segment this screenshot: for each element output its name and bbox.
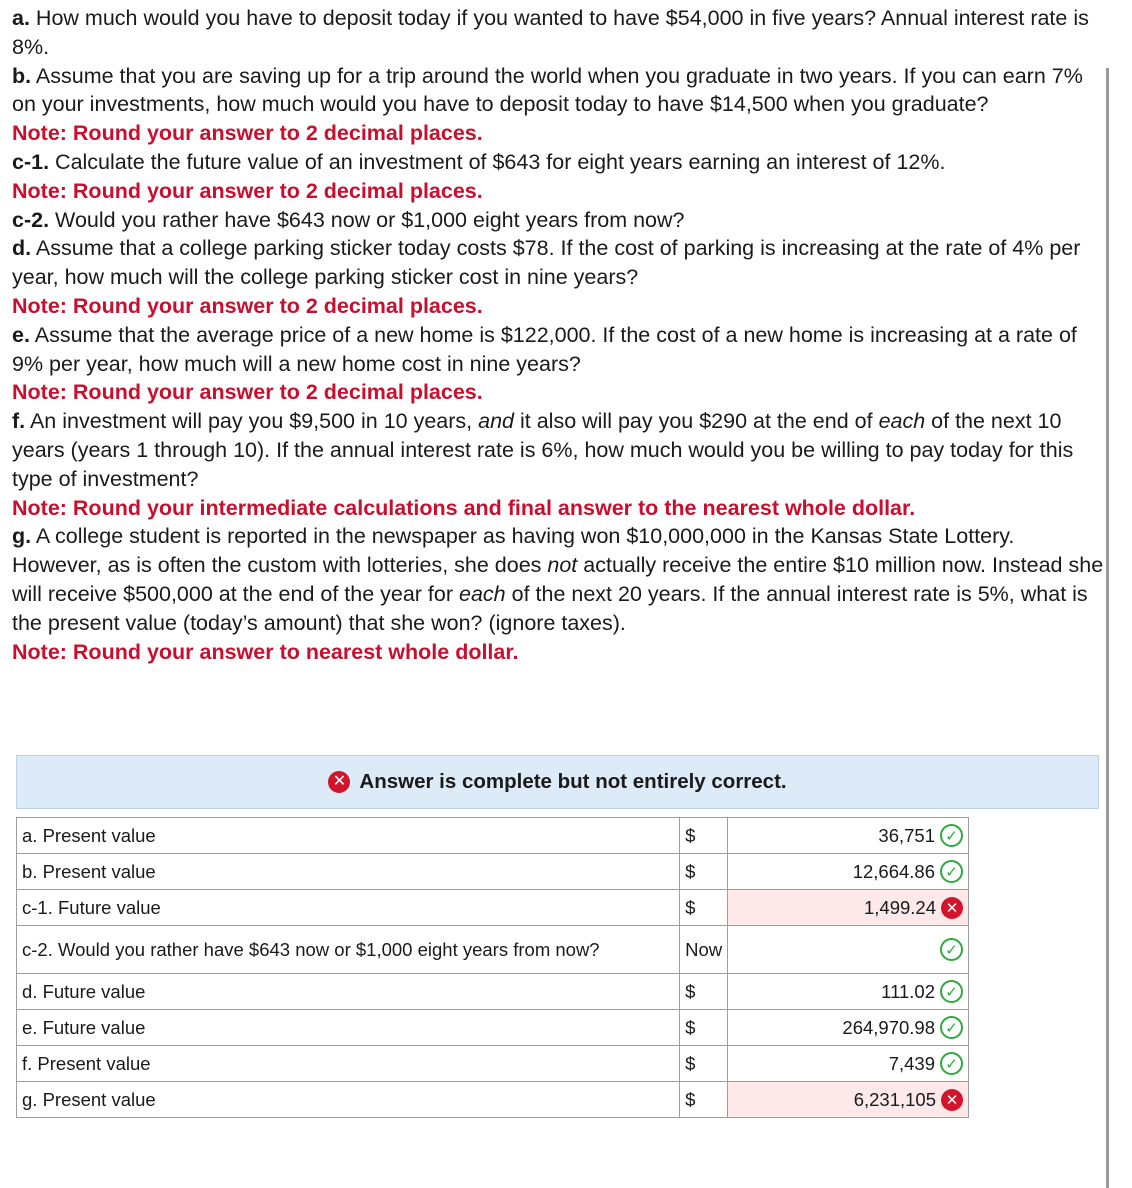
answer-status-banner	[16, 755, 1099, 809]
question-f: f. An investment will pay you $9,500 in 10 years, and it also will pay you $290 at the end of each of the next 10 years (years 1 through 10). If the annual interest rate is 6%, how much would you be willing to pay today for this type of investment?	[12, 409, 1074, 491]
table-row	[17, 818, 969, 854]
row-label: g. Present value	[17, 1082, 680, 1118]
currency-symbol: $	[680, 854, 728, 890]
answer-value: 111.02	[881, 980, 935, 1002]
check-icon: ✓	[940, 860, 963, 883]
question-d: d. Assume that a college parking sticker today costs $78. If the cost of parking is increasing at the rate of 4% per year, how much will the college parking sticker cost in nine years?	[12, 236, 1081, 290]
answer-value: 7,439	[888, 1052, 935, 1074]
table-row	[17, 1082, 969, 1118]
question-a: a. How much would you have to deposit today if you wanted to have $54,000 in five years? Annual interest rate is 8%.	[12, 6, 1089, 59]
check-icon: ✓	[940, 1052, 963, 1075]
note-f: Note: Round your intermediate calculations and final answer to the nearest whole dollar.	[12, 495, 916, 520]
row-label: c-2. Would you rather have $643 now or $1,000 eight years from now?	[17, 926, 680, 974]
table-row	[17, 1046, 969, 1082]
answer-field-a[interactable]	[728, 818, 969, 854]
table-row	[17, 854, 969, 890]
answer-value: Now	[685, 938, 723, 960]
answer-value: 36,751	[878, 824, 935, 846]
currency-symbol: $	[680, 890, 728, 926]
row-label: a. Present value	[17, 818, 680, 854]
x-circle-icon: ✕	[328, 771, 350, 793]
row-label: b. Present value	[17, 854, 680, 890]
answer-field-g[interactable]	[728, 1082, 969, 1118]
answer-value: 264,970.98	[842, 1016, 935, 1038]
check-icon: ✓	[940, 938, 963, 961]
right-border-rule	[1106, 68, 1109, 1188]
answer-field-c1[interactable]	[728, 890, 969, 926]
answer-select-c2[interactable]	[680, 926, 728, 974]
currency-symbol: $	[680, 818, 728, 854]
currency-symbol: $	[680, 1010, 728, 1046]
row-label: f. Present value	[17, 1046, 680, 1082]
note-e: Note: Round your answer to 2 decimal places.	[12, 380, 483, 405]
note-c1: Note: Round your answer to 2 decimal places.	[12, 178, 483, 203]
note-d: Note: Round your answer to 2 decimal places.	[12, 293, 483, 318]
question-text	[12, 4, 1104, 666]
answer-value: 1,499.24	[863, 897, 936, 919]
check-icon: ✓	[940, 824, 963, 847]
question-b: b. Assume that you are saving up for a trip around the world when you graduate in two years. If you can earn 7% on your investments, how much would you have to deposit today to have $14,500 when you graduate?	[12, 63, 1083, 117]
note-b: Note: Round your answer to 2 decimal places.	[12, 121, 483, 146]
answer-field-d[interactable]	[728, 974, 969, 1010]
question-e: e. Assume that the average price of a new home is $122,000. If the cost of a new home is increasing at a rate of 9% per year, how much will a new home cost in nine years?	[12, 322, 1077, 376]
answer-field-f[interactable]	[728, 1046, 969, 1082]
answer-field-b[interactable]	[728, 854, 969, 890]
note-g: Note: Round your answer to nearest whole dollar.	[12, 639, 519, 664]
answer-value: 6,231,105	[853, 1089, 936, 1111]
answer-field-e[interactable]	[728, 1010, 969, 1046]
currency-symbol: $	[680, 974, 728, 1010]
row-label: d. Future value	[17, 974, 680, 1010]
answer-status-cell	[728, 926, 969, 974]
banner-text: Answer is complete but not entirely correct.	[359, 770, 787, 793]
check-icon: ✓	[940, 1016, 963, 1039]
x-icon: ✕	[941, 897, 963, 919]
answer-value: 12,664.86	[852, 860, 935, 882]
row-label: c-1. Future value	[17, 890, 680, 926]
row-label: e. Future value	[17, 1010, 680, 1046]
question-g: g. A college student is reported in the newspaper as having won $10,000,000 in the Kansas State Lottery. However, as is often the custom with lotteries, she does not actually receive the entire $10 million now. Instead she will receive $500,000 at the end of the year for each of the next 20 years. If the annual interest rate is 5%, what is the present value (today’s amount) that she won? (ignore taxes).	[12, 524, 1104, 635]
x-icon: ✕	[941, 1089, 963, 1111]
table-row	[17, 974, 969, 1010]
table-row	[17, 926, 969, 974]
check-icon: ✓	[940, 980, 963, 1003]
currency-symbol: $	[680, 1082, 728, 1118]
answer-table	[16, 817, 969, 1118]
question-c2: c-2. Would you rather have $643 now or $1,000 eight years from now?	[12, 207, 685, 232]
table-row	[17, 1010, 969, 1046]
question-c1: c-1. Calculate the future value of an investment of $643 for eight years earning an interest of 12%.	[12, 149, 946, 174]
currency-symbol: $	[680, 1046, 728, 1082]
table-row	[17, 890, 969, 926]
